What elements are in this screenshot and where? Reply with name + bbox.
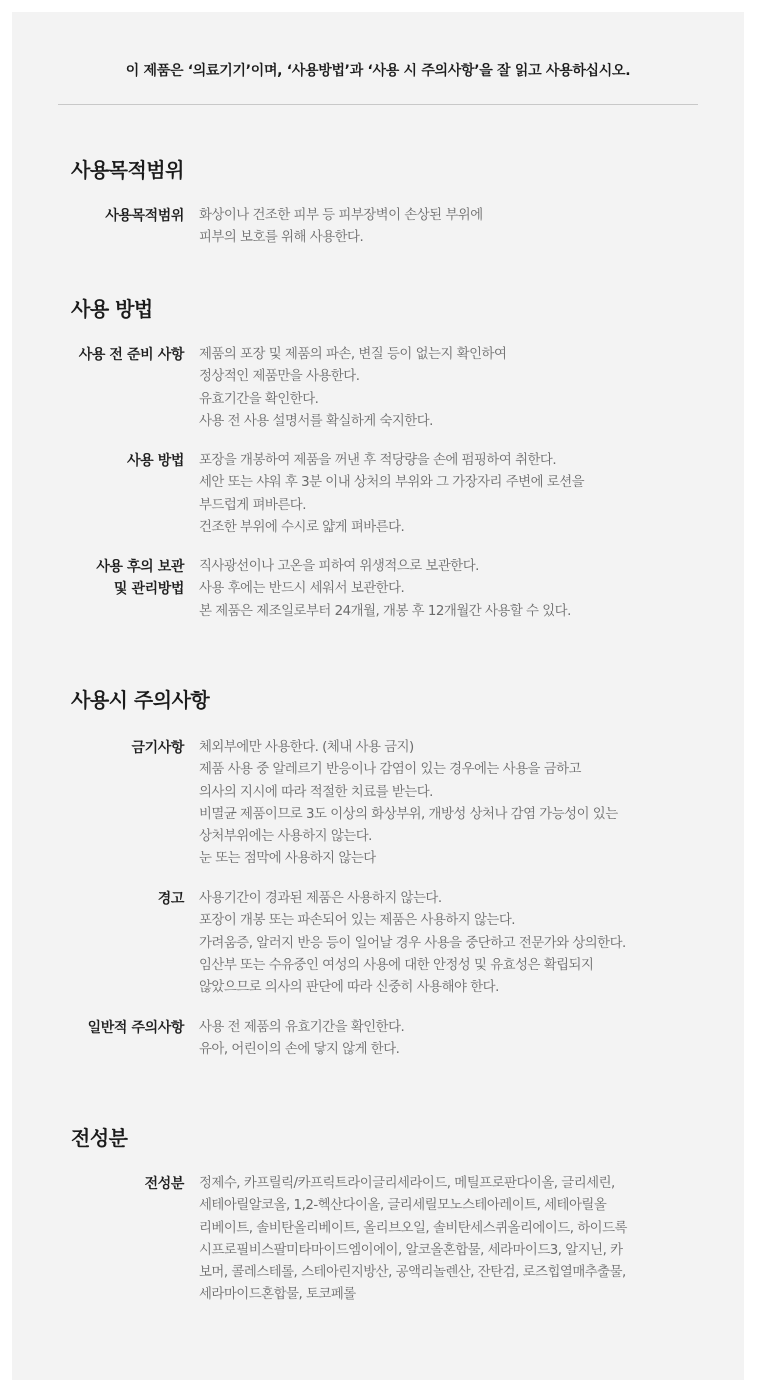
row-text: 체외부에만 사용한다. (체내 사용 금지) 제품 사용 중 알레르기 반응이나 감염이 있는 경우에는 사용을 금하고 의사의 지시에 따라 적절한 치료를 받는다. 비멸균 제품이므로 3도 이상의 화상부위, 개방성 상처나 감염 가능성이 있는 상처부위에는 사용하지 않는다. 눈 또는 점막에 사용하지 않는다 <box>199 740 618 867</box>
row-label: 전성분 <box>144 1176 184 1192</box>
row-text: 포장을 개봉하여 제품을 꺼낸 후 적당량을 손에 펌핑하여 취한다. 세안 또는 샤워 후 3분 이내 상처의 부위와 그 가장자리 주변에 로션을 부드럽게 펴바른다. 건조한 부위에 수시로 얇게 펴바른다. <box>199 453 585 535</box>
section-title-purpose: 사용목적범위 <box>71 158 184 182</box>
row-label: 사용 후의 보관 및 관리방법 <box>96 559 184 597</box>
row-text: 사용기간이 경과된 제품은 사용하지 않는다. 포장이 개봉 또는 파손되어 있는 제품은 사용하지 않는다. 가려움증, 알러지 반응 등이 일어날 경우 사용을 중단하고 전문가와 상의한다. 임산부 또는 수유중인 여성의 사용에 대한 안정성 및 유효성은 확립되지 않았으므로 의사의 판단에 따라 신중히 사용해야 한다. <box>199 891 626 996</box>
section-title-precautions: 사용시 주의사항 <box>71 688 210 712</box>
row-text: 정제수, 카프릴릭/카프릭트라이글리세라이드, 메틸프로판다이올, 글리세린, 세테아릴알코올, 1,2-헥산다이올, 글리세릴모노스테아레이트, 세테아릴올 리베이트, 솔비탄올리베이트, 올리브오일, 솔비탄세스퀴올리에이드, 하이드록 시프로필비스팔미타마이드엠이에이, 알코올혼합물, 세라마이드3, 알지닌, 카 보머, 콜레스테롤, 스테아린지방산, 공액리놀렌산, 잔탄검, 로즈힙열매추출물, 세라마이드혼합물, 토코페롤 <box>199 1176 627 1303</box>
row-text: 화상이나 건조한 피부 등 피부장벽이 손상된 부위에 피부의 보호를 위해 사용한다. <box>199 208 483 246</box>
divider <box>58 104 698 105</box>
row-label: 금기사항 <box>131 740 184 756</box>
row-text: 제품의 포장 및 제품의 파손, 변질 등이 없는지 확인하여 정상적인 제품만을 사용한다. 유효기간을 확인한다. 사용 전 사용 설명서를 확실하게 숙지한다. <box>199 347 507 429</box>
usage-notice: 이 제품은 ‘의료기기’이며, ‘사용방법’과 ‘사용 시 주의사항’을 잘 읽고 사용하십시오. <box>125 63 631 79</box>
row-label: 사용 전 준비 사항 <box>78 347 184 363</box>
row-label: 사용목적범위 <box>105 208 184 224</box>
section-title-usage: 사용 방법 <box>71 297 153 321</box>
row-text: 사용 전 제품의 유효기간을 확인한다. 유아, 어린이의 손에 닿지 않게 한다. <box>199 1020 405 1058</box>
section-title-ingredients: 전성분 <box>71 1126 128 1150</box>
document-panel <box>12 12 744 1380</box>
row-text: 직사광선이나 고온을 피하여 위생적으로 보관한다. 사용 후에는 반드시 세워서 보관한다. 본 제품은 제조일로부터 24개월, 개봉 후 12개월간 사용할 수 있다. <box>199 559 571 619</box>
row-label: 경고 <box>157 891 184 907</box>
row-label: 일반적 주의사항 <box>87 1020 184 1036</box>
row-label: 사용 방법 <box>127 453 184 469</box>
